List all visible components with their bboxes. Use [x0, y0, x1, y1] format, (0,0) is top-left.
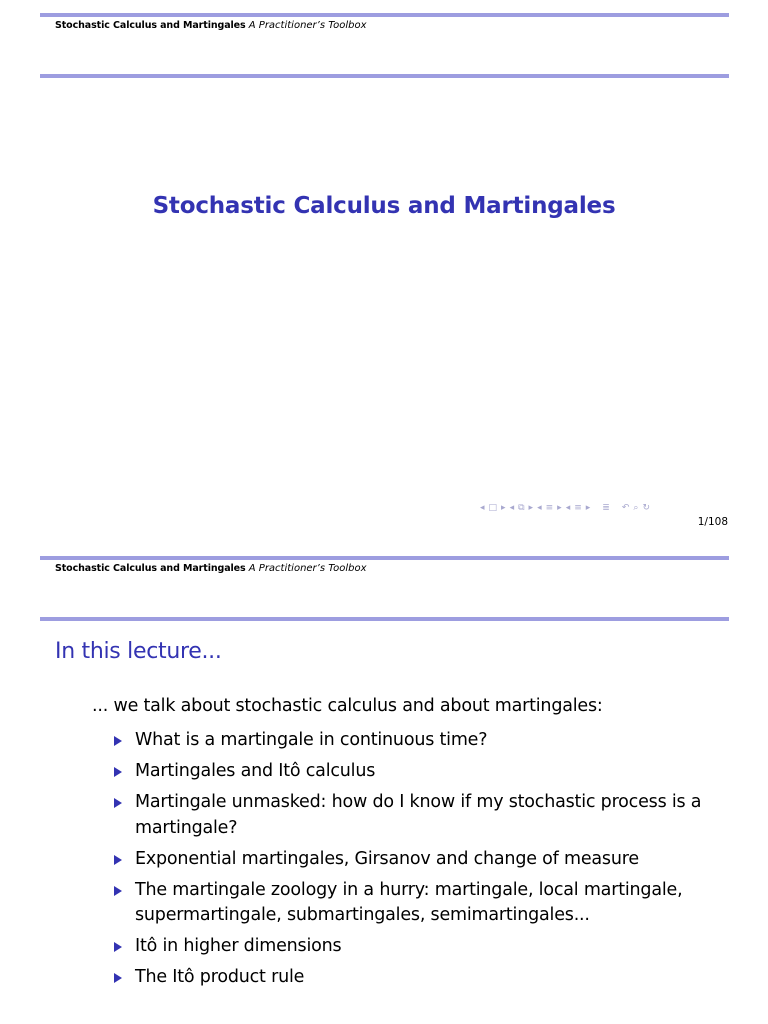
frame-title: In this lecture... — [55, 639, 222, 664]
list-item-text: Martingale unmasked: how do I know if my stochastic process is a martingale? — [135, 792, 702, 838]
bullet-triangle-icon — [114, 886, 122, 896]
nav-right-arrow-icon[interactable]: ▸ — [528, 503, 534, 513]
header-slide2 — [55, 563, 367, 574]
bullet-triangle-icon — [114, 973, 122, 983]
bullet-triangle-icon — [114, 736, 122, 746]
header-title: Stochastic Calculus and Martingales — [55, 20, 246, 31]
back-forward-icon[interactable]: ↶ — [621, 503, 630, 513]
top-rule-slide1 — [40, 13, 729, 17]
navigation-bar — [480, 501, 730, 515]
bullet-triangle-icon — [114, 942, 122, 952]
header-slide1 — [55, 20, 367, 31]
nav-left-arrow-icon[interactable]: ◂ — [565, 503, 571, 513]
header-subtitle: A Practitioner’s Toolbox — [248, 563, 367, 574]
appendix-icon[interactable]: ≣ — [602, 503, 610, 513]
page-number: 1/108 — [697, 516, 728, 528]
header-subtitle: A Practitioner’s Toolbox — [248, 20, 367, 31]
list-item-text: The martingale zoology in a hurry: martingale, local martingale, supermartingale, submartingales, semimartingales... — [135, 879, 683, 925]
frame-icon[interactable]: □ — [488, 503, 498, 513]
list-item — [112, 728, 712, 754]
list-item — [112, 934, 712, 960]
search-icon[interactable]: ⌕ — [633, 503, 639, 513]
section-icon[interactable]: ≡ — [574, 503, 582, 513]
nav-left-arrow-icon[interactable]: ◂ — [509, 503, 515, 513]
list-item — [112, 965, 712, 991]
list-item-text: Martingales and Itô calculus — [135, 761, 376, 781]
nav-left-arrow-icon[interactable]: ◂ — [480, 503, 485, 513]
list-item-text: What is a martingale in continuous time? — [135, 730, 488, 750]
header-bottom-rule-slide1 — [40, 74, 729, 78]
bullet-list — [112, 728, 712, 996]
header-bottom-rule-slide2 — [40, 617, 729, 621]
subsection-icon[interactable]: ⧉ — [518, 503, 525, 513]
nav-right-arrow-icon[interactable]: ▸ — [557, 503, 562, 513]
list-item — [112, 759, 712, 785]
bullet-triangle-icon — [114, 798, 122, 808]
list-item-text: Itô in higher dimensions — [135, 936, 342, 956]
header-title: Stochastic Calculus and Martingales — [55, 563, 246, 574]
list-item — [112, 790, 712, 841]
intro-text: ... we talk about stochastic calculus and about martingales: — [92, 696, 603, 716]
nav-right-arrow-icon[interactable]: ▸ — [585, 503, 591, 513]
nav-left-arrow-icon[interactable]: ◂ — [537, 503, 542, 513]
list-item — [112, 847, 712, 873]
back-icon[interactable]: ↻ — [642, 503, 650, 513]
slide-title: Stochastic Calculus and Martingales — [152, 193, 616, 219]
bullet-triangle-icon — [114, 855, 122, 865]
section-icon[interactable]: ≡ — [545, 503, 554, 513]
nav-right-arrow-icon[interactable]: ▸ — [501, 503, 506, 513]
list-item-text: Exponential martingales, Girsanov and change of measure — [135, 848, 639, 869]
list-item — [112, 878, 712, 929]
list-item-text: The Itô product rule — [135, 967, 305, 987]
bullet-triangle-icon — [114, 767, 122, 777]
top-rule-slide2 — [40, 556, 729, 560]
